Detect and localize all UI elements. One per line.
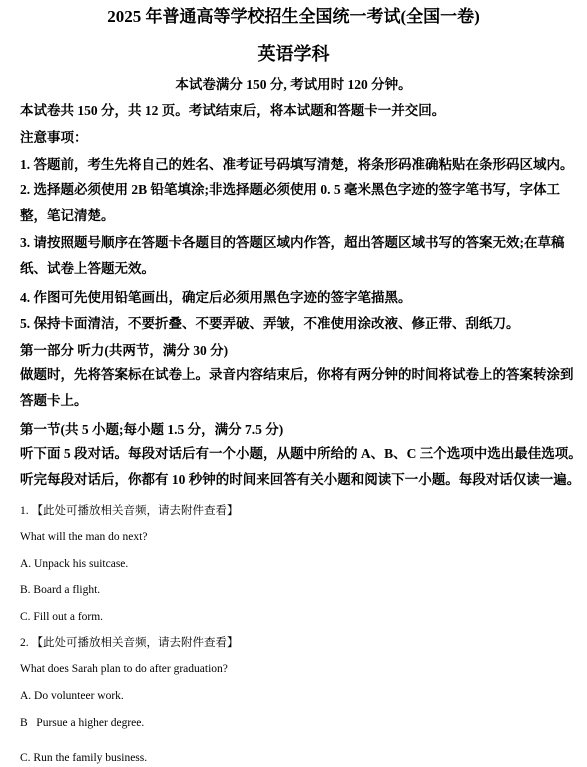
- answer-option-c[interactable]: C. Fill out a form.: [20, 611, 104, 623]
- part1-instruction: 做题时，先将答案标在试卷上。录音内容结束后，你将有两分钟的时间将试卷上的答案转涂到答题卡上。: [20, 367, 574, 408]
- note-item: 5. 保持卡面清洁，不要折叠、不要弄破、弄皱，不准使用涂改液、修正带、刮纸刀。: [20, 316, 520, 331]
- note-item: 4. 作图可先使用铅笔画出，确定后必须用黑色字迹的签字笔描黑。: [20, 290, 412, 305]
- subject-title: 英语学科: [257, 44, 330, 64]
- score-line: 本试卷满分 150 分, 考试用时 120 分钟。: [175, 77, 412, 92]
- answer-option-a[interactable]: A. Unpack his suitcase.: [20, 558, 129, 570]
- question-header-audio-link[interactable]: 1. 【此处可播放相关音频，请去附件查看】: [20, 505, 239, 517]
- notes-heading: 注意事项：: [20, 130, 88, 145]
- question-header-audio-link[interactable]: 2. 【此处可播放相关音频，请去附件查看】: [20, 637, 239, 649]
- intro-text: 本试卷共 150 分，共 12 页。考试结束后，将本试题和答题卡一并交回。: [20, 103, 446, 118]
- question-prompt: What will the man do next?: [20, 531, 148, 543]
- part1-heading: 第一部分 听力(共两节，满分 30 分): [20, 343, 229, 358]
- answer-option-b[interactable]: B. Board a flight.: [20, 584, 101, 596]
- note-item: 3. 请按照题号顺序在答题卡各题目的答题区域内作答，超出答题区域书写的答案无效;在草稿纸、试卷上答题无效。: [20, 235, 565, 276]
- answer-option-c[interactable]: C. Run the family business.: [20, 752, 148, 764]
- question-prompt: What does Sarah plan to do after graduation?: [20, 663, 228, 675]
- exam-title: 2025 年普通高等学校招生全国统一考试(全国一卷): [107, 7, 480, 26]
- answer-option-b[interactable]: B Pursue a higher degree.: [20, 717, 145, 729]
- answer-option-a[interactable]: A. Do volunteer work.: [20, 690, 124, 702]
- note-item: 1. 答题前，考生先将自己的姓名、准考证号码填写清楚，将条形码准确粘贴在条形码区域内。: [20, 157, 574, 172]
- section1-instruction: 听下面 5 段对话。每段对话后有一个小题，从题中所给的 A、B、C 三个选项中选出最佳选项。听完每段对话后，你都有 10 秒钟的时间来回答有关小题和阅读下一小题。每段对话仅读一遍。: [20, 446, 582, 487]
- section1-heading: 第一节(共 5 小题;每小题 1.5 分，满分 7.5 分): [20, 422, 284, 437]
- note-item: 2. 选择题必须使用 2B 铅笔填涂;非选择题必须使用 0. 5 毫米黑色字迹的签字笔书写，字体工整，笔记清楚。: [20, 182, 560, 223]
